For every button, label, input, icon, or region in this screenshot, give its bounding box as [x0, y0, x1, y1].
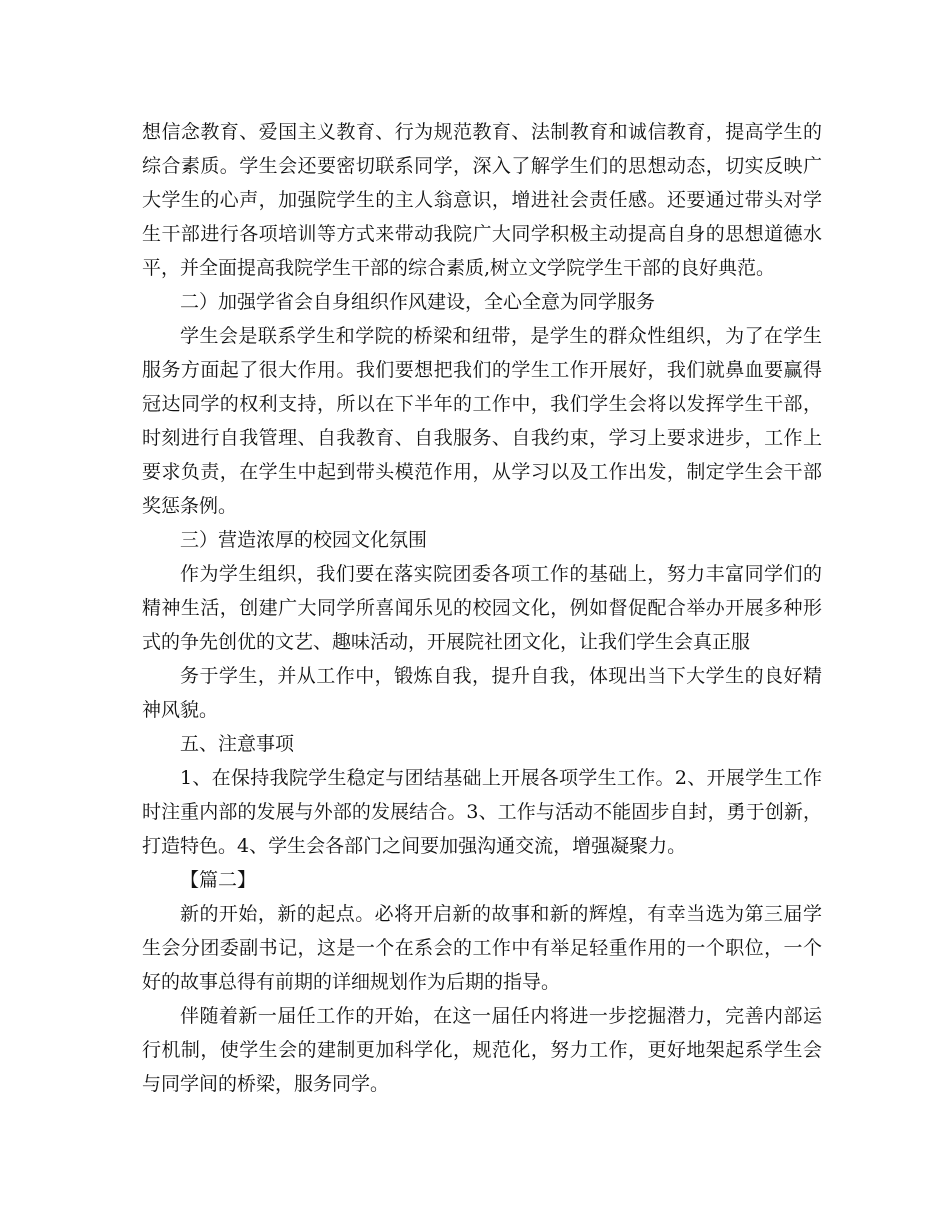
paragraph: 学生会是联系学生和学院的桥梁和纽带，是学生的群众性组织，为了在学生服务方面起了很大作用。我们要想把我们的学生工作开展好，我们就鼻血要赢得冠达同学的权利支持，所以在下半年的工作中，我们学生会将以发挥学生干部，时刻进行自我管理、自我教育、自我服务、自我约束，学习上要求进步，工作上要求负责，在学生中起到带头模范作用，从学习以及工作出发，制定学生会干部奖惩条例。 [142, 325, 822, 517]
section-heading: 五、注意事项 [180, 733, 295, 755]
paragraph: 1、在保持我院学生稳定与团结基础上开展各项学生工作。2、开展学生工作时注重内部的发展与外部的发展结合。3、工作与活动不能固步自封，勇于创新，打造特色。4、学生会各部门之间要加强沟通交流，增强凝聚力。 [142, 767, 822, 857]
section-heading: 二）加强学省会自身组织作风建设，全心全意为同学服务 [180, 291, 656, 313]
section-heading: 三）营造浓厚的校园文化氛围 [180, 529, 428, 551]
document-body [142, 115, 822, 1101]
paragraph: 作为学生组织，我们要在落实院团委各项工作的基础上，努力丰富同学们的精神生活，创建广大同学所喜闻乐见的校园文化，例如督促配合举办开展多种形式的争先创优的文艺、趣味活动，开展院社团文化，让我们学生会真正服 [142, 563, 822, 653]
paragraph: 伴随着新一届任工作的开始，在这一届任内将进一步挖掘潜力，完善内部运行机制，使学生会的建制更加科学化，规范化，努力工作，更好地架起系学生会与同学间的桥梁，服务同学。 [142, 1005, 822, 1095]
paragraph: 务于学生，并从工作中，锻炼自我，提升自我，体现出当下大学生的良好精神风貌。 [142, 665, 822, 721]
paragraph: 想信念教育、爱国主义教育、行为规范教育、法制教育和诚信教育，提高学生的综合素质。学生会还要密切联系同学，深入了解学生们的思想动态，切实反映广大学生的心声，加强院学生的主人翁意识，增进社会责任感。还要通过带头对学生干部进行各项培训等方式来带动我院广大同学积极主动提高自身的思想道德水平，并全面提高我院学生干部的综合素质,树立文学院学生干部的良好典范。 [142, 121, 822, 279]
part-heading: 【篇二】 [180, 869, 257, 891]
paragraph: 新的开始，新的起点。必将开启新的故事和新的辉煌，有幸当选为第三届学生会分团委副书记，这是一个在系会的工作中有举足轻重作用的一个职位，一个好的故事总得有前期的详细规划作为后期的指导。 [142, 903, 822, 993]
